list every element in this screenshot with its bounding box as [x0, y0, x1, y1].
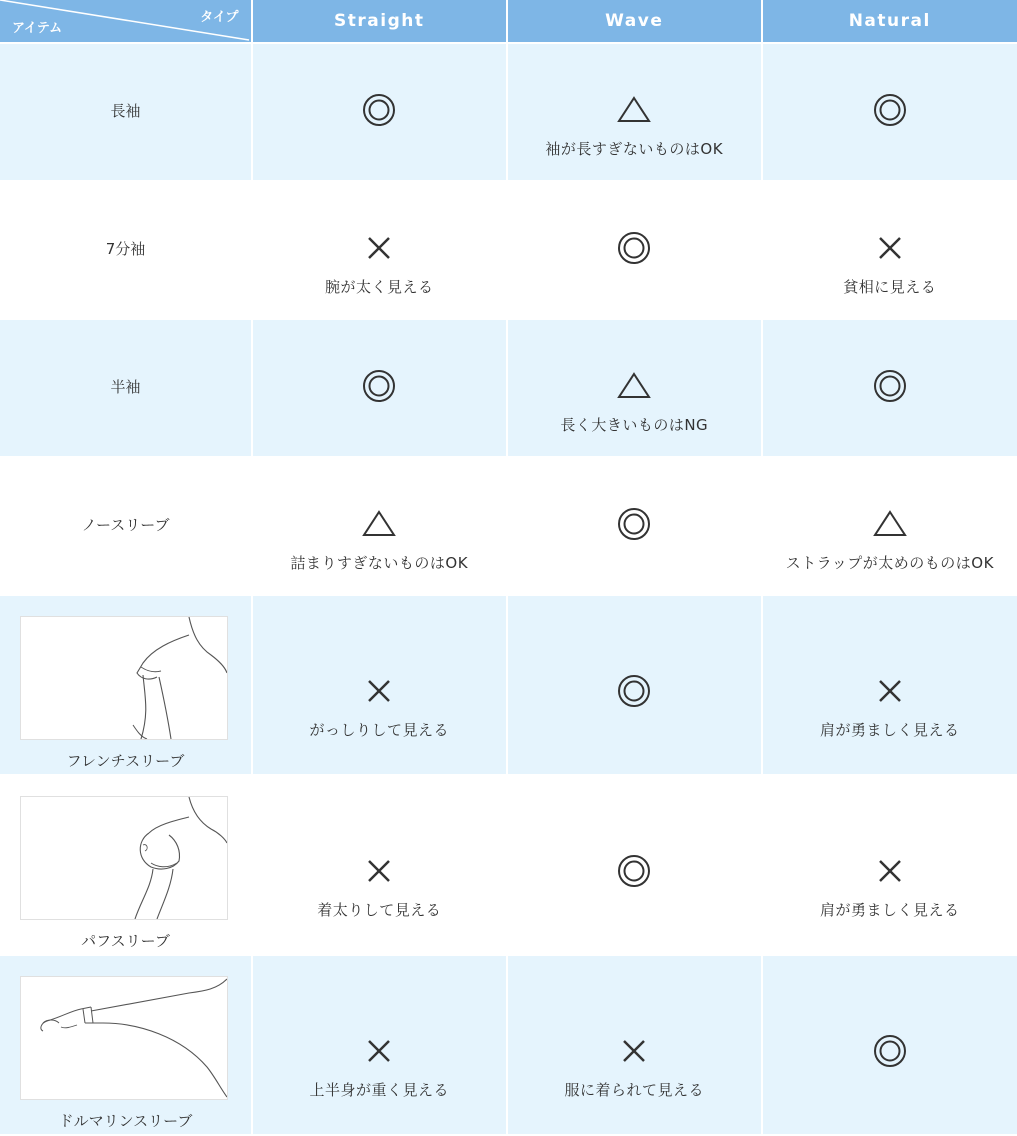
rating-note: 肩が勇ましく見える	[819, 721, 960, 739]
item-cell	[0, 44, 251, 180]
rating-cell	[763, 182, 1017, 318]
item-label: ノースリーブ	[81, 516, 170, 534]
triangle-icon	[361, 506, 397, 542]
rating-cell	[508, 458, 761, 594]
rating-note: 詰まりすぎないものはOK	[290, 554, 469, 572]
rating-cell	[253, 44, 507, 180]
cross-icon	[616, 1033, 652, 1069]
cross-icon	[872, 673, 908, 709]
item-cell	[0, 458, 251, 594]
cross-icon	[872, 853, 908, 889]
item-cell	[0, 956, 251, 1134]
rating-note: 袖が長すぎないものはOK	[545, 140, 724, 158]
table-header	[0, 0, 1017, 42]
puff-sleeve-illustration	[20, 796, 228, 920]
rating-note: 服に着られて見える	[564, 1081, 704, 1099]
item-label: ドルマリンスリーブ	[58, 1112, 193, 1130]
rating-note: 肩が勇ましく見える	[819, 901, 960, 919]
item-cell	[0, 776, 251, 954]
double-circle-icon	[872, 92, 908, 128]
item-label: パフスリーブ	[81, 932, 170, 950]
triangle-icon	[616, 368, 652, 404]
item-label: 長袖	[110, 102, 141, 120]
item-label: 7分袖	[105, 240, 146, 258]
double-circle-icon	[361, 92, 397, 128]
table-row	[0, 320, 1017, 456]
table-row	[0, 596, 1017, 774]
rating-cell	[763, 596, 1017, 774]
rating-note: 上半身が重く見える	[309, 1081, 449, 1099]
table-row	[0, 956, 1017, 1134]
header-natural: Natural	[763, 0, 1017, 42]
double-circle-icon	[361, 368, 397, 404]
cross-icon	[872, 230, 908, 266]
rating-cell	[763, 776, 1017, 954]
triangle-icon	[616, 92, 652, 128]
rating-note: 長く大きいものはNG	[560, 416, 709, 434]
table-row	[0, 776, 1017, 954]
french-sleeve-illustration	[20, 616, 228, 740]
triangle-icon	[872, 506, 908, 542]
double-circle-icon	[872, 368, 908, 404]
cross-icon	[361, 230, 397, 266]
table-row	[0, 44, 1017, 180]
rating-note: ストラップが太めのものはOK	[785, 554, 994, 572]
item-cell	[0, 596, 251, 774]
table-row	[0, 458, 1017, 594]
rating-cell	[253, 458, 507, 594]
item-label: 半袖	[110, 378, 141, 396]
rating-cell	[253, 776, 507, 954]
cross-icon	[361, 673, 397, 709]
double-circle-icon	[616, 673, 652, 709]
item-label: フレンチスリーブ	[66, 752, 185, 770]
rating-cell	[508, 44, 761, 180]
cross-icon	[361, 1033, 397, 1069]
dolman-sleeve-illustration	[20, 976, 228, 1100]
double-circle-icon	[872, 1033, 908, 1069]
rating-note: がっしりして見える	[309, 721, 449, 739]
rating-cell	[763, 320, 1017, 456]
rating-cell	[253, 182, 507, 318]
rating-cell	[508, 320, 761, 456]
rating-cell	[253, 596, 507, 774]
rating-note: 貧相に見える	[843, 278, 937, 296]
rating-cell	[508, 182, 761, 318]
rating-cell	[508, 776, 761, 954]
double-circle-icon	[616, 853, 652, 889]
rating-cell	[763, 956, 1017, 1134]
rating-cell	[253, 320, 507, 456]
header-corner	[0, 0, 251, 42]
rating-cell	[253, 956, 507, 1134]
item-cell	[0, 320, 251, 456]
rating-cell	[763, 458, 1017, 594]
header-item-label: アイテム	[12, 21, 63, 36]
header-straight: Straight	[253, 0, 507, 42]
rating-cell	[763, 44, 1017, 180]
rating-cell	[508, 956, 761, 1134]
rating-note: 着太りして見える	[317, 901, 442, 919]
header-type-label: タイプ	[200, 10, 239, 25]
rating-cell	[508, 596, 761, 774]
rating-note: 腕が太く見える	[324, 278, 434, 296]
header-wave: Wave	[508, 0, 761, 42]
table-row	[0, 182, 1017, 318]
double-circle-icon	[616, 230, 652, 266]
cross-icon	[361, 853, 397, 889]
item-cell	[0, 182, 251, 318]
double-circle-icon	[616, 506, 652, 542]
